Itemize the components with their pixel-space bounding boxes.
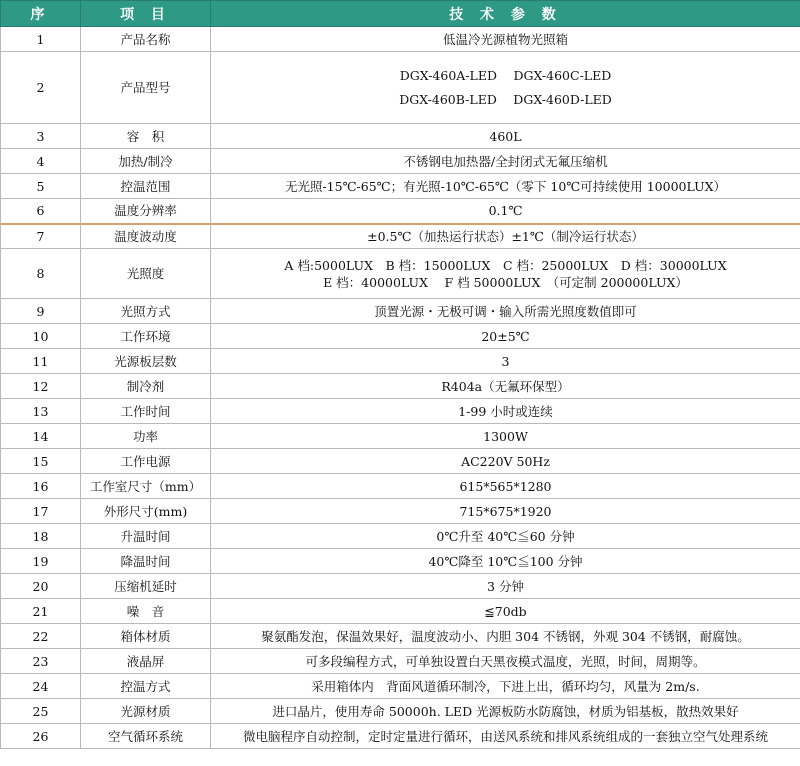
row-item: 液晶屏 [81, 649, 211, 674]
table-row [1, 524, 800, 549]
row-index: 15 [1, 449, 81, 474]
row-value [211, 249, 800, 299]
row-item: 光照方式 [81, 299, 211, 324]
row-index: 18 [1, 524, 81, 549]
row-value: ±0.5℃（加热运行状态）±1℃（制冷运行状态） [211, 224, 800, 249]
table-row [1, 624, 800, 649]
row-value: 460L [211, 124, 800, 149]
row-value: 0.1℃ [211, 199, 800, 224]
row-item: 工作时间 [81, 399, 211, 424]
table-row [1, 52, 800, 124]
row-value: 采用箱体内 背面风道循环制冷，下进上出，循环均匀，风量为 2m/s. [211, 674, 800, 699]
row-item: 产品型号 [81, 52, 211, 124]
row-value: 20±5℃ [211, 324, 800, 349]
row-item: 产品名称 [81, 27, 211, 52]
row-value: 无光照-15℃-65℃；有光照-10℃-65℃（零下 10℃可持续使用 10000LUX） [211, 174, 800, 199]
row-value: 可多段编程方式，可单独设置白天黑夜模式温度，光照，时间，周期等。 [211, 649, 800, 674]
row-index: 26 [1, 724, 81, 749]
row-value [211, 52, 800, 124]
table-row [1, 499, 800, 524]
row-value: R404a（无氟环保型） [211, 374, 800, 399]
table-row [1, 474, 800, 499]
row-item: 功率 [81, 424, 211, 449]
row-value-line: DGX-460B-LED DGX-460D-LED [399, 91, 612, 107]
table-row [1, 574, 800, 599]
table-row [1, 199, 800, 224]
row-item: 工作电源 [81, 449, 211, 474]
row-index: 10 [1, 324, 81, 349]
table-row [1, 174, 800, 199]
row-item: 升温时间 [81, 524, 211, 549]
table-row [1, 149, 800, 174]
row-item: 压缩机延时 [81, 574, 211, 599]
table-row [1, 299, 800, 324]
table-row [1, 374, 800, 399]
row-index: 14 [1, 424, 81, 449]
row-value-line: A 档:5000LUX B 档：15000LUX C 档：25000LUX D 档：30000LUX [284, 257, 727, 273]
row-value: 进口晶片，使用寿命 50000h. LED 光源板防水防腐蚀，材质为铝基板，散热效果好 [211, 699, 800, 724]
row-value: AC220V 50Hz [211, 449, 800, 474]
row-value: 聚氨酯发泡，保温效果好，温度波动小、内胆 304 不锈钢，外观 304 不锈钢，耐腐蚀。 [211, 624, 800, 649]
row-item: 外形尺寸(mm) [81, 499, 211, 524]
row-index: 4 [1, 149, 81, 174]
row-value-line: E 档：40000LUX F 档 50000LUX （可定制 200000LUX） [323, 274, 688, 290]
row-value: 615*565*1280 [211, 474, 800, 499]
table-row [1, 449, 800, 474]
table-row [1, 549, 800, 574]
row-item: 光源材质 [81, 699, 211, 724]
row-item: 控温范围 [81, 174, 211, 199]
row-item: 降温时间 [81, 549, 211, 574]
row-index: 24 [1, 674, 81, 699]
row-item: 加热/制冷 [81, 149, 211, 174]
row-index: 6 [1, 199, 81, 224]
header-params: 技 术 参 数 [211, 1, 800, 27]
row-index: 21 [1, 599, 81, 624]
row-value: 40℃降至 10℃≦100 分钟 [211, 549, 800, 574]
table-row [1, 324, 800, 349]
row-item: 温度分辨率 [81, 199, 211, 224]
row-item: 温度波动度 [81, 224, 211, 249]
row-value: 1-99 小时或连续 [211, 399, 800, 424]
table-row [1, 224, 800, 249]
table-row [1, 674, 800, 699]
row-index: 11 [1, 349, 81, 374]
table-row [1, 349, 800, 374]
table-row [1, 724, 800, 749]
row-index: 8 [1, 249, 81, 299]
row-value: ≦70db [211, 599, 800, 624]
row-index: 20 [1, 574, 81, 599]
table-row [1, 124, 800, 149]
row-item: 工作室尺寸（mm） [81, 474, 211, 499]
row-index: 23 [1, 649, 81, 674]
row-index: 17 [1, 499, 81, 524]
row-value-line: DGX-460A-LED DGX-460C-LED [399, 67, 612, 83]
row-index: 3 [1, 124, 81, 149]
row-item: 光源板层数 [81, 349, 211, 374]
row-index: 1 [1, 27, 81, 52]
table-row [1, 599, 800, 624]
row-index: 12 [1, 374, 81, 399]
row-index: 16 [1, 474, 81, 499]
row-item: 工作环境 [81, 324, 211, 349]
row-value: 3 [211, 349, 800, 374]
row-item: 光照度 [81, 249, 211, 299]
row-value: 1300W [211, 424, 800, 449]
row-value: 微电脑程序自动控制，定时定量进行循环，由送风系统和排风系统组成的一套独立空气处理系统 [211, 724, 800, 749]
row-value: 0℃升至 40℃≦60 分钟 [211, 524, 800, 549]
header-item: 项 目 [81, 1, 211, 27]
row-index: 9 [1, 299, 81, 324]
row-value: 不锈钢电加热器/全封闭式无氟压缩机 [211, 149, 800, 174]
row-index: 13 [1, 399, 81, 424]
table-row [1, 399, 800, 424]
row-value: 低温冷光源植物光照箱 [211, 27, 800, 52]
table-row [1, 424, 800, 449]
table-row [1, 649, 800, 674]
row-index: 19 [1, 549, 81, 574]
row-index: 22 [1, 624, 81, 649]
row-item: 噪 音 [81, 599, 211, 624]
row-value: 顶置光源・无极可调・输入所需光照度数值即可 [211, 299, 800, 324]
table-row [1, 27, 800, 52]
row-index: 7 [1, 224, 81, 249]
row-value: 3 分钟 [211, 574, 800, 599]
row-item: 容 积 [81, 124, 211, 149]
row-item: 空气循环系统 [81, 724, 211, 749]
header-index: 序 [1, 1, 81, 27]
row-value: 715*675*1920 [211, 499, 800, 524]
table-row [1, 249, 800, 299]
table-row [1, 699, 800, 724]
row-index: 5 [1, 174, 81, 199]
row-item: 箱体材质 [81, 624, 211, 649]
table-header-row [1, 1, 800, 27]
row-index: 25 [1, 699, 81, 724]
row-index: 2 [1, 52, 81, 124]
row-item: 制冷剂 [81, 374, 211, 399]
row-item: 控温方式 [81, 674, 211, 699]
